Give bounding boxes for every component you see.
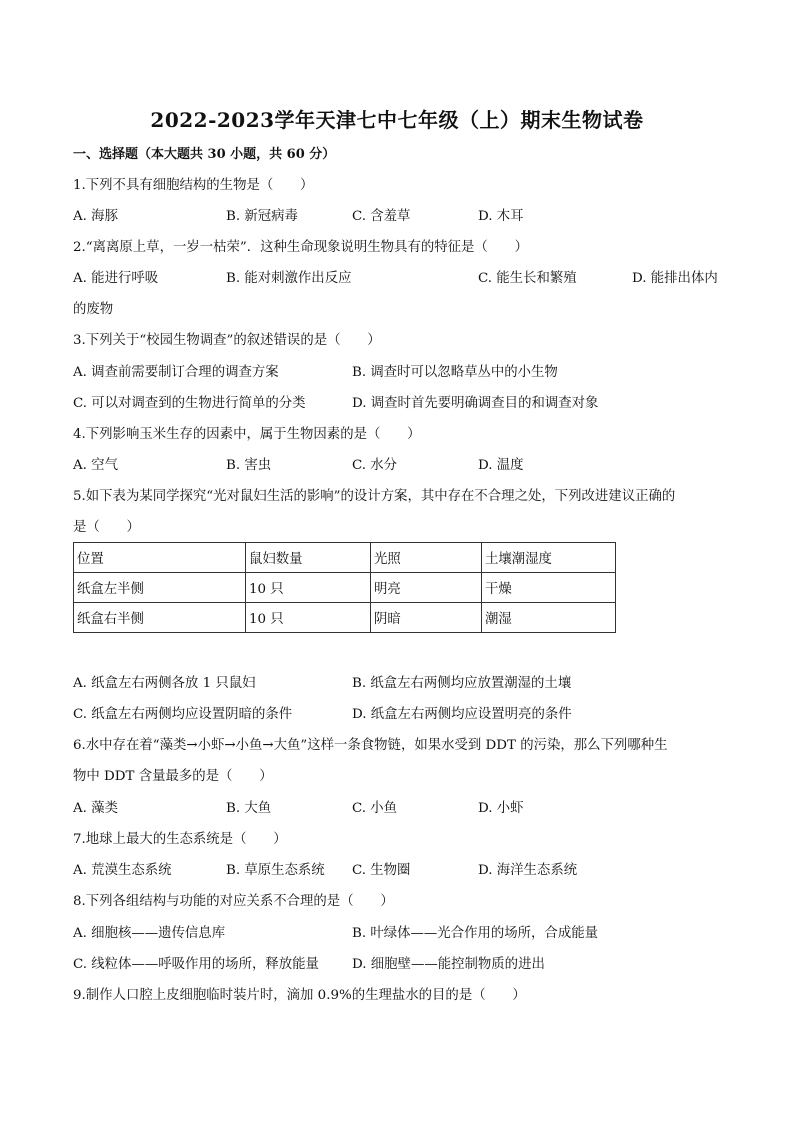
table-cell: 纸盒右半侧: [74, 603, 246, 633]
question-5-stem-cont: 是（ ）: [73, 520, 140, 535]
q1-option-c: C. 含羞草: [352, 209, 411, 224]
question-2-stem: 2.“离离原上草，一岁一枯荣”．这种生命现象说明生物具有的特征是（ ）: [73, 240, 528, 255]
q8-option-c: C. 线粒体——呼吸作用的场所，释放能量: [73, 957, 319, 972]
q6-option-d: D. 小虾: [478, 801, 524, 816]
q3-option-b: B. 调查时可以忽略草丛中的小生物: [352, 365, 558, 380]
q5-option-c: C. 纸盒左右两侧均应设置阴暗的条件: [73, 707, 293, 722]
q1-option-d: D. 木耳: [478, 209, 524, 224]
q8-option-a: A. 细胞核——遗传信息库: [73, 926, 226, 941]
q8-option-d: D. 细胞壁——能控制物质的进出: [352, 957, 545, 972]
table-cell: 阴暗: [371, 603, 482, 633]
q2-option-b: B. 能对刺激作出反应: [226, 271, 352, 286]
q7-option-d: D. 海洋生态系统: [478, 863, 578, 878]
page-title: 2022-2023学年天津七中七年级（上）期末生物试卷: [150, 108, 644, 132]
table-cell: 干燥: [482, 573, 616, 603]
table-header-cell: 鼠妇数量: [246, 543, 371, 573]
question-4-stem: 4.下列影响玉米生存的因素中，属于生物因素的是（ ）: [73, 427, 421, 442]
experiment-table: [73, 542, 616, 633]
q4-option-c: C. 水分: [352, 458, 398, 473]
table-cell: 10 只: [246, 603, 371, 633]
q5-option-b: B. 纸盒左右两侧均应放置潮湿的土壤: [352, 676, 572, 691]
q2-option-c: C. 能生长和繁殖: [478, 271, 577, 286]
table-cell: 纸盒左半侧: [74, 573, 246, 603]
q2-option-d-continuation: 的废物: [73, 302, 114, 317]
table-row: [74, 603, 616, 633]
q3-option-c: C. 可以对调查到的生物进行简单的分类: [73, 396, 306, 411]
question-6-stem: 6.水中存在着“藻类→小虾→小鱼→大鱼”这样一条食物链，如果水受到 DDT 的污染，那么下列哪种生: [73, 738, 668, 753]
q1-option-b: B. 新冠病毒: [226, 209, 298, 224]
question-9-stem: 9.制作人口腔上皮细胞临时装片时，滴加 0.9%的生理盐水的目的是（ ）: [73, 988, 526, 1003]
question-1-stem: 1.下列不具有细胞结构的生物是（ ）: [73, 178, 314, 193]
table-cell: 明亮: [371, 573, 482, 603]
q1-option-a: A. 海豚: [73, 209, 118, 224]
q7-option-c: C. 生物圈: [352, 863, 411, 878]
q3-option-d: D. 调查时首先要明确调查目的和调查对象: [352, 396, 599, 411]
table-header-cell: 位置: [74, 543, 246, 573]
q2-option-d: D. 能排出体内: [632, 271, 718, 286]
q6-option-c: C. 小鱼: [352, 801, 398, 816]
q6-option-b: B. 大鱼: [226, 801, 272, 816]
question-6-stem-cont: 物中 DDT 含量最多的是（ ）: [73, 769, 273, 784]
q2-option-a: A. 能进行呼吸: [73, 271, 159, 286]
q4-option-d: D. 温度: [478, 458, 524, 473]
table-cell: 10 只: [246, 573, 371, 603]
question-7-stem: 7.地球上最大的生态系统是（ ）: [73, 832, 287, 847]
table-header-row: [74, 543, 616, 573]
question-5-stem: 5.如下表为某同学探究“光对鼠妇生活的影响”的设计方案，其中存在不合理之处，下列改进建议正确的: [73, 489, 676, 504]
table-header-cell: 光照: [371, 543, 482, 573]
question-8-stem: 8.下列各组结构与功能的对应关系不合理的是（ ）: [73, 894, 394, 909]
q7-option-b: B. 草原生态系统: [226, 863, 325, 878]
q8-option-b: B. 叶绿体——光合作用的场所，合成能量: [352, 926, 598, 941]
q4-option-a: A. 空气: [73, 458, 118, 473]
table-row: [74, 573, 616, 603]
q7-option-a: A. 荒漠生态系统: [73, 863, 172, 878]
table-cell: 潮湿: [482, 603, 616, 633]
question-3-stem: 3.下列关于“校园生物调查”的叙述错误的是（ ）: [73, 333, 381, 348]
q3-option-a: A. 调查前需要制订合理的调查方案: [73, 365, 279, 380]
q6-option-a: A. 藻类: [73, 801, 118, 816]
q4-option-b: B. 害虫: [226, 458, 272, 473]
table-header-cell: 土壤潮湿度: [482, 543, 616, 573]
section-heading: 一、选择题（本大题共 30 小题，共 60 分）: [73, 147, 336, 162]
q5-option-a: A. 纸盒左右两侧各放 1 只鼠妇: [73, 676, 256, 691]
q5-option-d: D. 纸盒左右两侧均应设置明亮的条件: [352, 707, 572, 722]
